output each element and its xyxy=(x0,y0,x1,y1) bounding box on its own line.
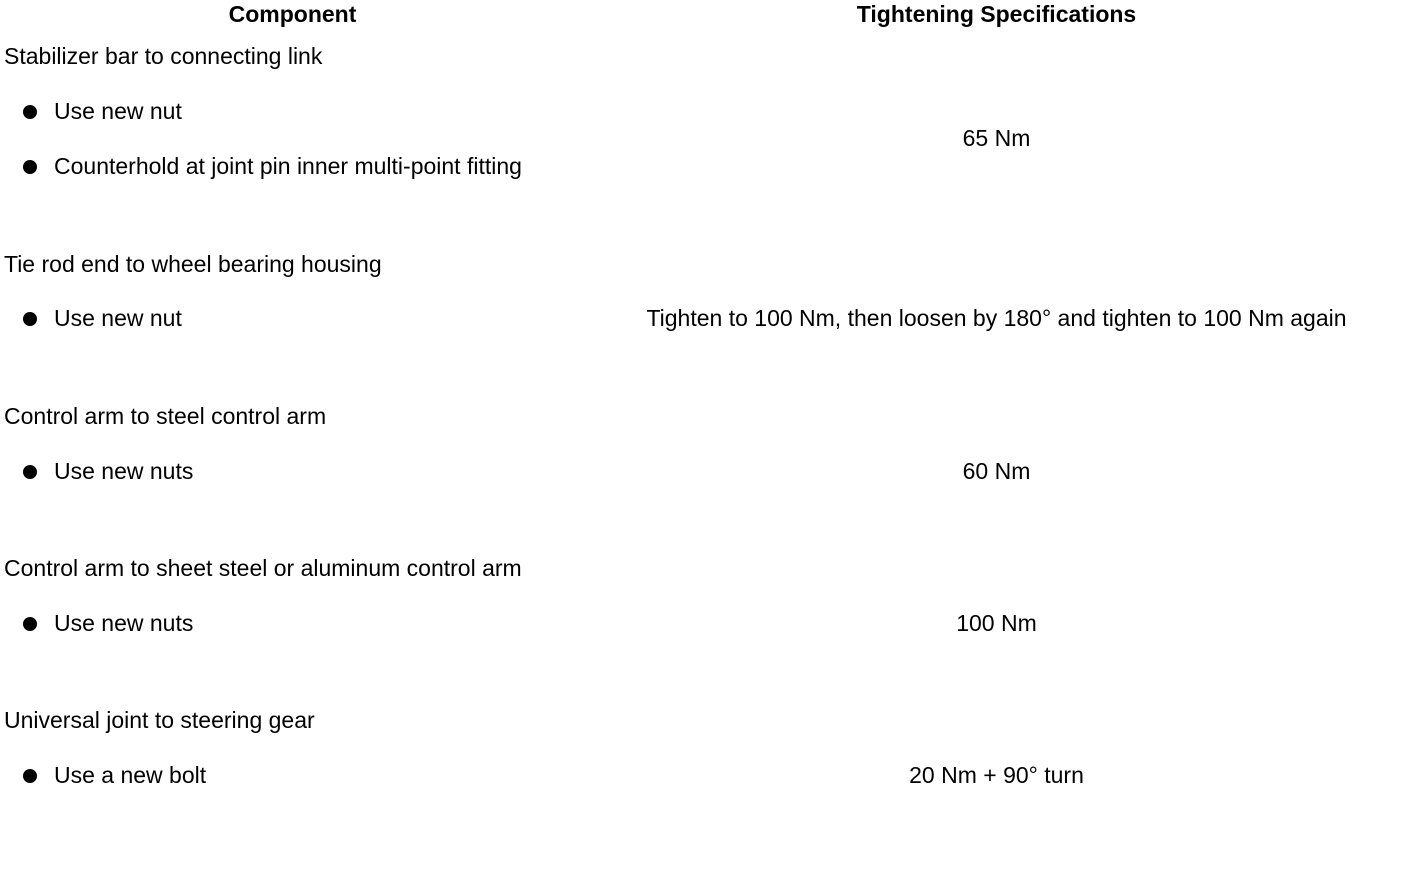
component-title: Stabilizer bar to connecting link xyxy=(4,43,323,69)
tightening-spec: 20 Nm + 90° turn xyxy=(909,762,1084,788)
component-title: Universal joint to steering gear xyxy=(4,707,315,733)
list-item-text: Use new nut xyxy=(54,98,182,124)
bullet-icon xyxy=(23,617,37,631)
bullet-icon xyxy=(23,160,37,174)
component-title: Control arm to steel control arm xyxy=(4,403,327,429)
component-title: Control arm to sheet steel or aluminum control arm xyxy=(4,555,522,581)
bullet-icon xyxy=(23,465,37,479)
tightening-spec: 65 Nm xyxy=(962,125,1031,151)
column-header-tightening-specifications: Tightening Specifications xyxy=(856,1,1137,27)
list-item-text: Use new nuts xyxy=(54,458,194,484)
bullet-icon xyxy=(23,312,37,326)
bullet-icon xyxy=(23,769,37,783)
component-title: Tie rod end to wheel bearing housing xyxy=(4,251,382,277)
column-header-component: Component xyxy=(228,1,357,27)
list-item-text: Use new nuts xyxy=(54,610,194,636)
bullet-icon xyxy=(23,105,37,119)
list-item-text: Use new nut xyxy=(54,305,182,331)
table-header xyxy=(0,0,1408,30)
tightening-spec: 60 Nm xyxy=(962,458,1031,484)
list-item-text: Use a new bolt xyxy=(54,762,207,788)
tightening-spec: 100 Nm xyxy=(956,610,1037,636)
tightening-spec: Tighten to 100 Nm, then loosen by 180° and tighten to 100 Nm again xyxy=(646,305,1347,331)
list-item-text: Counterhold at joint pin inner multi-point fitting xyxy=(54,153,522,179)
